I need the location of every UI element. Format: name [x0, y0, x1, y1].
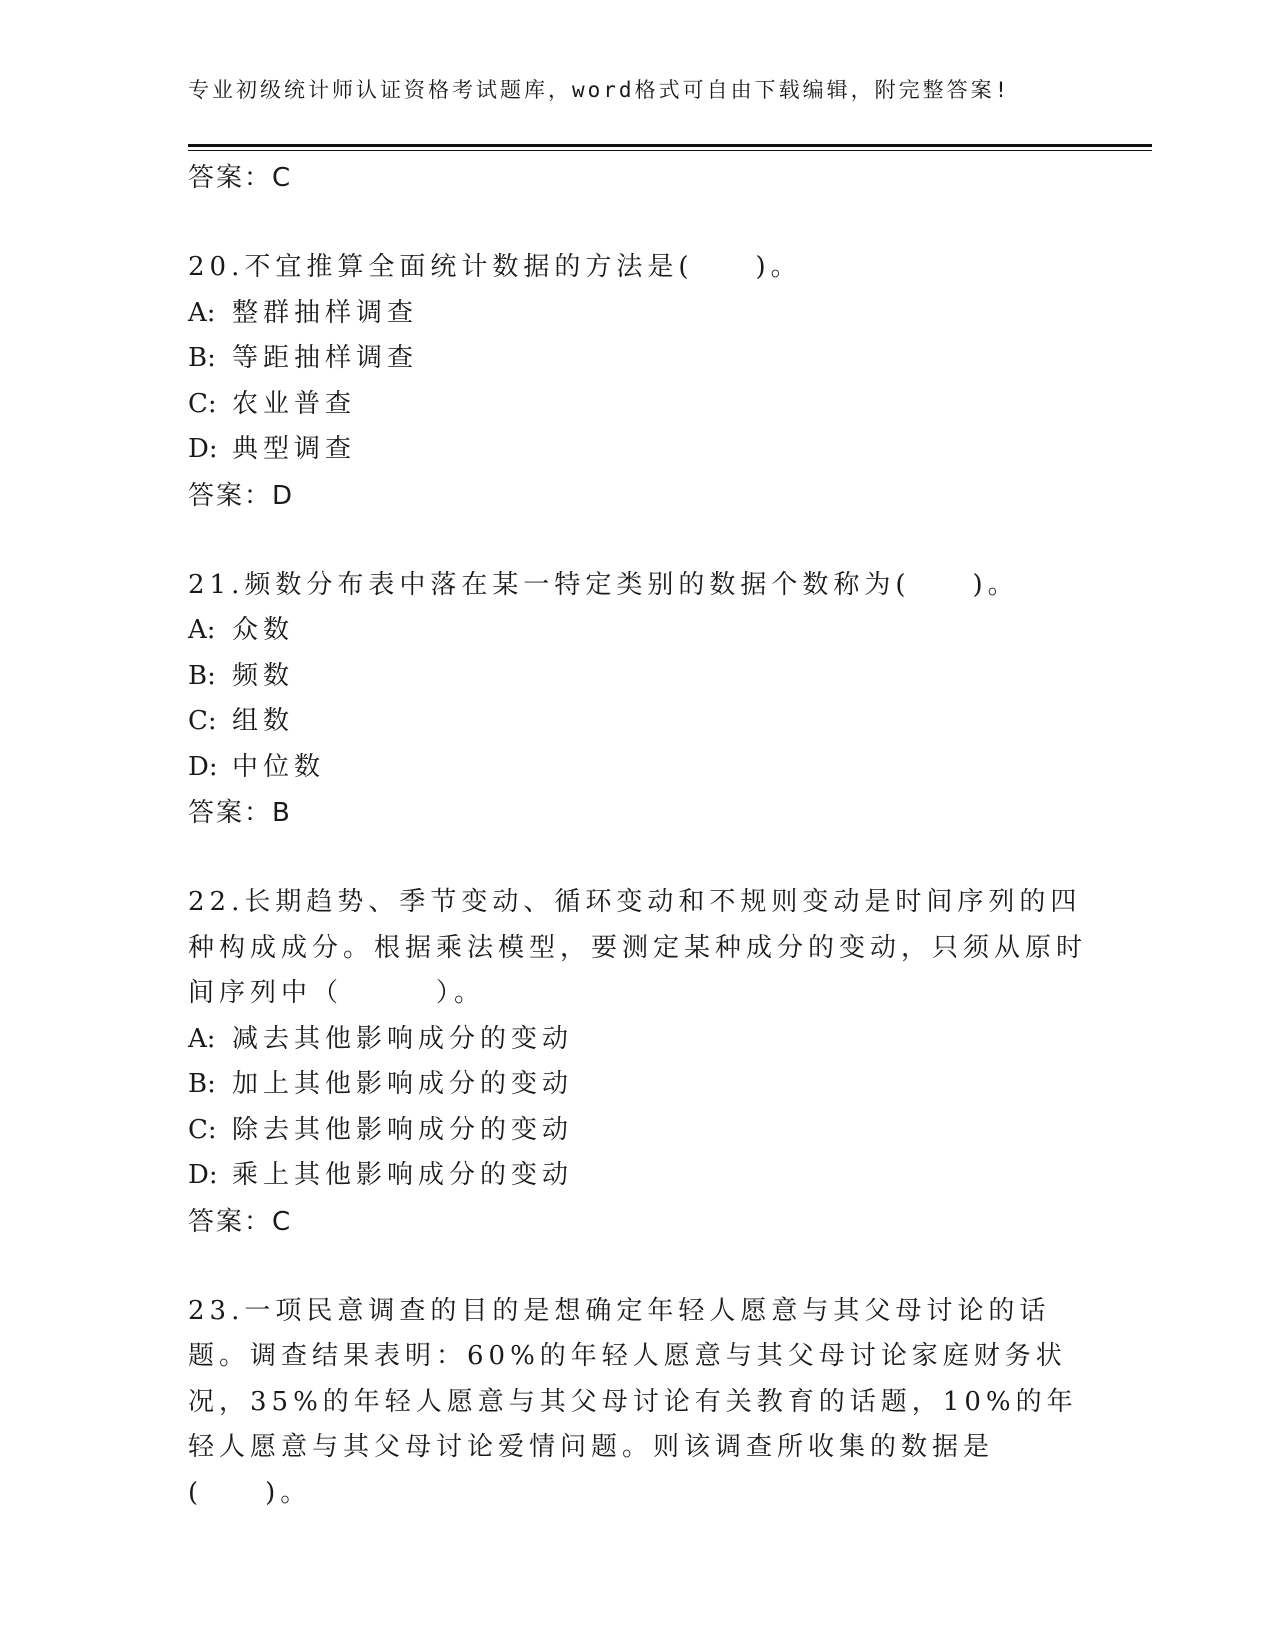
answer-previous: 答案：C: [188, 163, 293, 193]
option-text: 中位数: [232, 751, 326, 782]
option-key: C:: [188, 706, 217, 736]
option-a: [188, 1017, 1088, 1063]
option-text: 减去其他影响成分的变动: [232, 1023, 574, 1054]
document-body: [188, 155, 1088, 1516]
question-20: [188, 245, 1088, 519]
option-d: [188, 745, 1088, 791]
answer: 答案：D: [188, 480, 295, 511]
option-key: A:: [188, 615, 216, 645]
option-key: B:: [188, 343, 216, 373]
option-text: 等距抽样调查: [232, 343, 419, 373]
option-text: 乘上其他影响成分的变动: [232, 1160, 574, 1190]
option-b: [188, 1062, 1088, 1108]
answer: 答案：C: [188, 1206, 293, 1237]
question-text: 20.不宜推算全面统计数据的方法是( )。: [188, 252, 802, 282]
question-21: [188, 563, 1088, 837]
option-key: D:: [188, 751, 218, 782]
option-text: 除去其他影响成分的变动: [232, 1114, 574, 1145]
question-22: [188, 880, 1088, 1245]
option-c: [188, 1108, 1088, 1154]
option-text: 加上其他影响成分的变动: [232, 1069, 574, 1099]
option-d: [188, 1153, 1088, 1199]
header-rule-thin: [188, 150, 1152, 151]
question-text: 23.一项民意调查的目的是想确定年轻人愿意与其父母讨论的话题。调查结果表明：60%的年轻人愿意与其父母讨论家庭财务状况，35%的年轻人愿意与其父母讨论有关教育的话题，10%的年轻人愿意与其父母讨论爱情问题。则该调查所收集的数据是( )。: [188, 1295, 1078, 1508]
option-key: D:: [188, 1160, 218, 1190]
option-d: [188, 427, 1088, 473]
question-text: 22.长期趋势、季节变动、循环变动和不规则变动是时间序列的四种构成成分。根据乘法模型，要测定某种成分的变动，只须从原时间序列中（ ）。: [188, 887, 1088, 1008]
option-key: A:: [188, 1023, 216, 1054]
option-text: 众数: [232, 615, 295, 645]
option-text: 组数: [232, 706, 295, 736]
option-text: 整群抽样调查: [232, 297, 419, 328]
page-header: 专业初级统计师认证资格考试题库，word格式可自由下载编辑，附完整答案!: [188, 78, 1011, 102]
option-b: [188, 654, 1088, 700]
option-c: [188, 382, 1088, 428]
option-a: [188, 608, 1088, 654]
option-b: [188, 336, 1088, 382]
question-text: 21.频数分布表中落在某一特定类别的数据个数称为( )。: [188, 569, 1019, 600]
option-text: 农业普查: [232, 388, 357, 419]
question-23: [188, 1289, 1088, 1517]
option-key: B:: [188, 660, 216, 691]
option-c: [188, 699, 1088, 745]
header-rule-thick: [188, 144, 1152, 147]
option-key: D:: [188, 434, 218, 464]
option-key: A:: [188, 297, 216, 328]
option-key: C:: [188, 388, 217, 419]
option-a: [188, 291, 1088, 337]
answer: 答案：B: [188, 798, 292, 828]
option-key: C:: [188, 1114, 217, 1145]
option-key: B:: [188, 1069, 216, 1099]
option-text: 典型调查: [232, 434, 357, 464]
option-text: 频数: [232, 660, 295, 691]
